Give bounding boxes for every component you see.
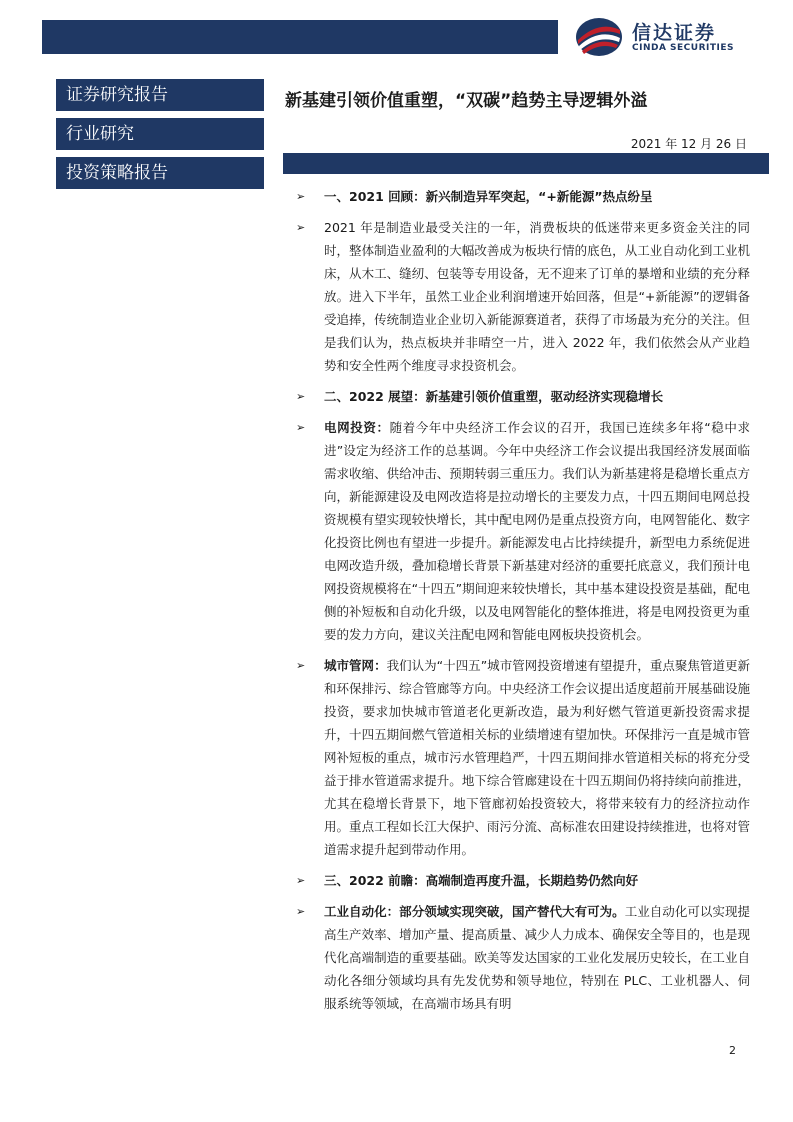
section-heading: ➢ 一、2021 回顾：新兴制造异军突起，“+新能源”热点纷呈 [292,185,750,208]
cinda-logo-icon [574,16,624,58]
logo [574,16,774,60]
logo-text-cn: 信达证券 [632,22,717,44]
body-paragraph: ➢ 城市管网：我们认为“十四五”城市管网投资增速有望提升，重点聚焦管道更新和环保排污、综合管廊等方向。中央经济工作会议提出适度超前开展基础设施投资，要求加快城市管道老化更新改造，最为利好燃气管道更新投资需求提升，十四五期间燃气管道相关标的业绩增速有望加快。环保排污一直是城市管网补短板的重点，城市污水管理趋严，十四五期间排水管道相关标的将充分受益于排水管道需求提升。地下综合管廊建设在十四五期间仍将持续向前推进，尤其在稳增长背景下，地下管廊初始投资较大，将带来较有力的经济拉动作用。重点工程如长江大保护、雨污分流、高标准农田建设持续推进，也将对管道需求提升起到带动作用。 [292,654,750,861]
section-heading: ➢ 三、2022 前瞻：高端制造再度升温，长期趋势仍然向好 [292,869,750,892]
header-bar [42,20,558,54]
paragraph-lead: 城市管网： [324,658,387,673]
paragraph-lead: 工业自动化：部分领域实现突破，国产替代大有可为。 [324,904,625,919]
report-body [292,185,750,1023]
title-underline-bar [283,153,769,174]
logo-text-en: CINDA SECURITIES [632,43,734,53]
bullet-arrow-icon: ➢ [296,190,306,203]
body-paragraph: ➢ 电网投资：随着今年中央经济工作会议的召开，我国已连续多年将“稳中求进”设定为经济工作的总基调。今年中央经济工作会议提出我国经济发展面临需求收缩、供给冲击、预期转弱三重压力。我们认为新基建将是稳增长重点方向，新能源建设及电网改造将是拉动增长的主要发力点，十四五期间电网总投资规模有望实现较快增长，其中配电网仍是重点投资方向，电网智能化、数字化投资比例也有望进一步提升。新能源发电占比持续提升，新型电力系统促进电网改造升级，叠加稳增长背景下新基建对经济的重要托底意义，我们预计电网投资规模将在“十四五”期间迎来较快增长，其中基本建设投资是基础，配电侧的补短板和自动化升级，以及电网智能化的整体推进，将是电网投资更为重要的发力方向，建议关注配电网和智能电网板块投资机会。 [292,416,750,646]
sidebar-label-report-type: 证券研究报告 [56,79,264,111]
page-number: 2 [729,1044,736,1057]
bullet-arrow-icon: ➢ [296,390,306,403]
bullet-arrow-icon: ➢ [296,221,306,234]
paragraph-lead: 电网投资： [324,420,390,435]
bullet-arrow-icon: ➢ [296,874,306,887]
report-title: 新基建引领价值重塑，“双碳”趋势主导逻辑外溢 [285,91,648,111]
section-heading: ➢ 二、2022 展望：新基建引领价值重塑，驱动经济实现稳增长 [292,385,750,408]
bullet-arrow-icon: ➢ [296,421,306,434]
bullet-arrow-icon: ➢ [296,659,306,672]
body-paragraph: ➢ 2021 年是制造业最受关注的一年，消费板块的低迷带来更多资金关注的同时，整体制造业盈利的大幅改善成为板块行情的底色，从工业自动化到工业机床，从木工、缝纫、包装等专用设备，无不迎来了订单的暴增和业绩的充分释放。进入下半年，虽然工业企业利润增速开始回落，但是“+新能源”的逻辑备受追捧，传统制造业企业切入新能源赛道者，获得了市场最为充分的关注。但是我们认为，热点板块并非晴空一片，进入 2022 年，我们依然会从产业趋势和安全性两个维度寻求投资机会。 [292,216,750,377]
report-date: 2021 年 12 月 26 日 [630,137,747,151]
bullet-arrow-icon: ➢ [296,905,306,918]
sidebar-label-strategy: 投资策略报告 [56,157,264,189]
sidebar-label-industry: 行业研究 [56,118,264,150]
body-paragraph: ➢ 工业自动化：部分领域实现突破，国产替代大有可为。工业自动化可以实现提高生产效率、增加产量、提高质量、减少人力成本、确保安全等目的，也是现代化高端制造的重要基础。欧美等发达国家的工业化发展历史较长，在工业自动化各细分领域均具有先发优势和领导地位，特别在 PLC、工业机器人、伺服系统等领域，在高端市场具有明 [292,900,750,1015]
